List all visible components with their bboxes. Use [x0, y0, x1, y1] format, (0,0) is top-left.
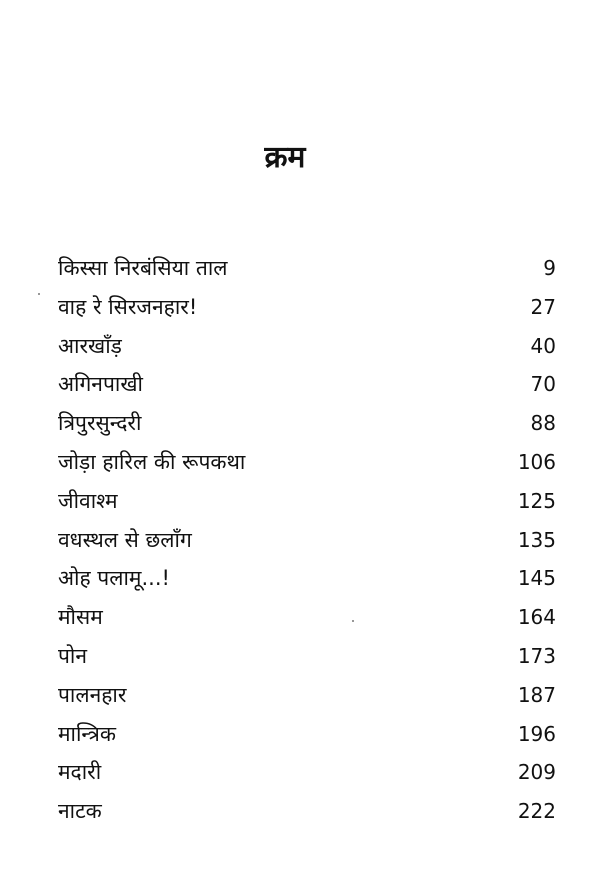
toc-entry-page-number: 9: [543, 256, 556, 280]
toc-entry-title: त्रिपुरसुन्दरी: [58, 411, 142, 436]
toc-entry-title: पोन: [58, 643, 88, 668]
toc-entry-title: आरखाँड़: [58, 333, 122, 358]
toc-entry: [58, 792, 556, 831]
toc-entry-page-number: 70: [530, 372, 556, 397]
toc-entry: [58, 365, 556, 404]
toc-entry: [58, 559, 556, 598]
toc-entry-title: मदारी: [58, 760, 102, 785]
toc-entry-title: जोड़ा हारिल की रूपकथा: [58, 449, 246, 474]
toc-entry-page-number: 164: [517, 605, 556, 630]
toc-entry-page-number: 135: [517, 527, 556, 552]
toc-entry: [58, 637, 556, 676]
contents-heading: क्रम: [264, 140, 306, 175]
toc-entry-title: जीवाश्म: [58, 488, 118, 513]
toc-entry-page-number: 40: [530, 333, 556, 358]
toc-entry-page-number: 145: [517, 566, 556, 591]
toc-entry-title: नाटक: [58, 799, 102, 824]
toc-entry-title: मौसम: [58, 605, 103, 630]
toc-entry-page-number: 106: [517, 449, 556, 474]
toc-entry-page-number: 209: [517, 760, 556, 785]
toc-entry: [58, 249, 556, 288]
toc-entry-page-number: 222: [517, 799, 556, 824]
toc-entry-title: ओह पलामू...!: [58, 566, 170, 591]
toc-entry: [58, 482, 556, 521]
toc-entry-title: वधस्थल से छलाँग: [58, 527, 192, 552]
toc-entry-page-number: 125: [517, 488, 556, 513]
toc-entry: [58, 598, 556, 637]
scan-speck: [38, 293, 40, 295]
toc-entry-title: मान्त्रिक: [58, 721, 116, 746]
toc-entry-page-number: 187: [517, 682, 556, 707]
scan-speck: [352, 620, 354, 622]
toc-entry: [58, 715, 556, 754]
toc-entry-title: पालनहार: [58, 682, 127, 707]
toc-entry: [58, 288, 556, 327]
toc-entry: [58, 404, 556, 443]
toc-entry: [58, 327, 556, 366]
toc-entry-page-number: 27: [530, 294, 556, 319]
toc-entry-page-number: 173: [517, 643, 556, 668]
toc-entry-page-number: 196: [517, 721, 556, 746]
toc-entry-page-number: 88: [530, 411, 556, 436]
toc-entry: [58, 521, 556, 560]
toc-entry: [58, 753, 556, 792]
toc-entry-title: अगिनपाखी: [58, 372, 143, 397]
toc-entry: [58, 676, 556, 715]
table-of-contents: [58, 249, 556, 831]
toc-entry-title: वाह रे सिरजनहार!: [58, 294, 198, 319]
toc-entry-title: किस्सा निरबंसिया ताल: [58, 256, 228, 280]
toc-entry: [58, 443, 556, 482]
